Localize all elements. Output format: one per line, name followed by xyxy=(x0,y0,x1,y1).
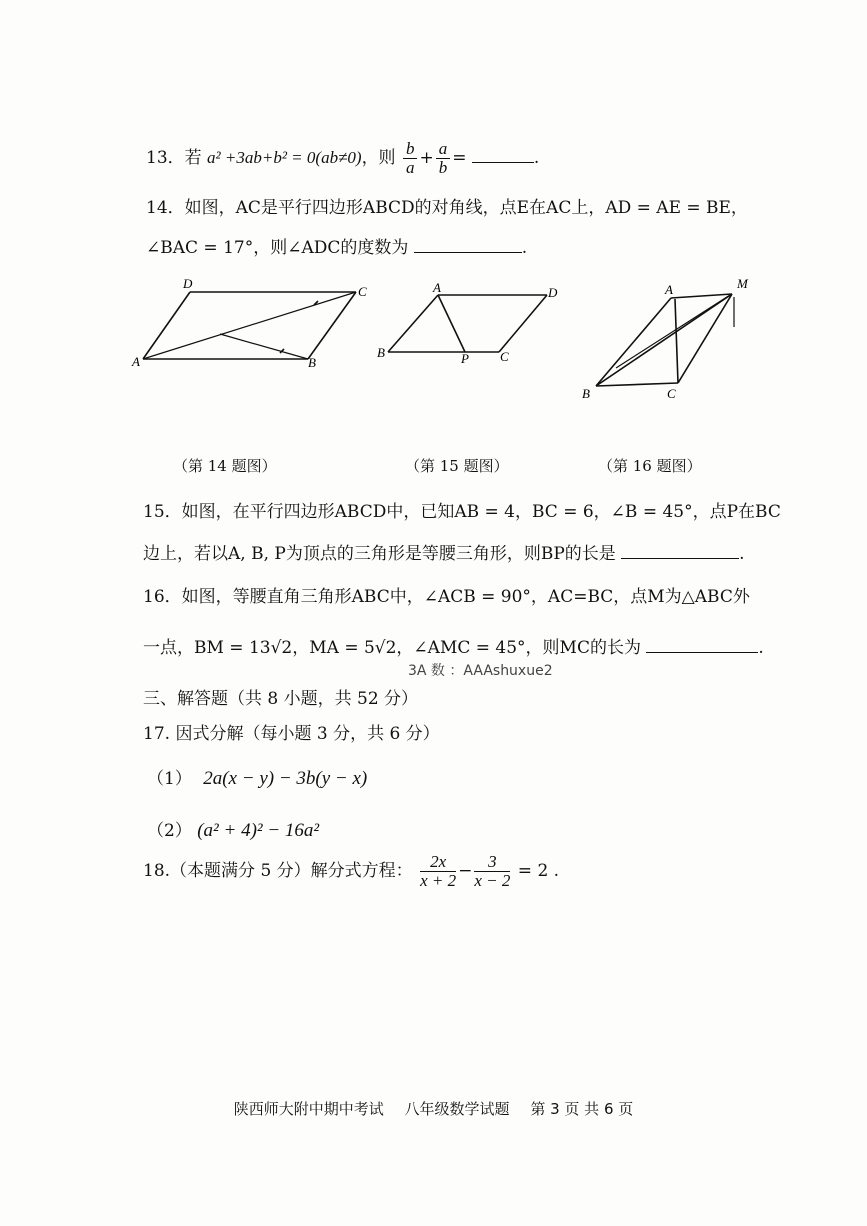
q13-fraction-b-over-a: $\frac{b}{a}$ xyxy=(403,140,418,177)
q13-answer-blank xyxy=(472,148,534,163)
fig14-caption: （第 14 题图） xyxy=(173,457,277,475)
watermark-text: 3A 数 ：AAAshuxue2 xyxy=(408,663,553,679)
fig16-label-a: A xyxy=(665,282,673,297)
fig15-label-a: A xyxy=(433,280,441,295)
fig14-label-d: D xyxy=(183,276,193,291)
q14-end: . xyxy=(521,238,528,258)
section-3-heading: 三、解答题（共 8 小题，共 52 分） xyxy=(143,689,419,709)
fig16-label-c: C xyxy=(667,386,676,401)
q16-end: . xyxy=(758,638,764,658)
q14-line-1: 14．如图，AC是平行四边形ABCD的对角线，点E在AC上，AD = AE = BE， xyxy=(146,198,748,218)
q13-condition: a² +3ab+b² = 0(ab≠0) xyxy=(207,148,362,167)
q13-plus: + xyxy=(419,148,434,168)
fig15-caption: （第 15 题图） xyxy=(405,457,509,475)
q13-fraction-a-over-b: $\frac{a}{b}$ xyxy=(436,140,451,177)
q15-line-2-text: 边上，若以A, B, P为顶点的三角形是等腰三角形，则BP的长是 xyxy=(143,544,616,564)
question-13 xyxy=(146,140,539,177)
q17-part-1-number: （1） xyxy=(147,769,192,789)
q15-answer-blank xyxy=(621,544,739,559)
footer-page-number: 第 3 页 共 6 页 xyxy=(530,1100,634,1118)
fig15-label-d: D xyxy=(548,285,558,300)
q16-answer-blank xyxy=(646,638,758,653)
q13-prefix: 若 xyxy=(184,148,202,168)
fig14-label-b: B xyxy=(308,355,316,370)
q18-fraction-2: $\frac{3}{x - 2}$ xyxy=(474,852,511,890)
q18-minus: − xyxy=(458,861,473,881)
q17-part-1-expression: 2a(x − y) − 3b(y − x) xyxy=(203,768,368,789)
fig15-label-p: P xyxy=(461,351,469,366)
fig16-caption: （第 16 题图） xyxy=(598,457,702,475)
figure-16 xyxy=(578,275,753,410)
q16-line-2-text: 一点，BM = 13√2，MA = 5√2，∠AMC = 45°，则MC的长为 xyxy=(143,638,641,658)
q18-rhs: = 2 . xyxy=(517,861,560,881)
q13-end: . xyxy=(533,148,540,168)
fig16-label-b: B xyxy=(582,386,590,401)
q18-prefix: 18.（本题满分 5 分）解分式方程： xyxy=(143,861,413,881)
q14-line-2 xyxy=(146,233,527,258)
fig14-label-a: A xyxy=(132,354,140,369)
q17-part-2 xyxy=(147,816,319,842)
q14-line-2-text: ∠BAC = 17°，则∠ADC的度数为 xyxy=(146,238,409,258)
q15-line-2 xyxy=(143,539,745,564)
q16-line-2 xyxy=(143,633,764,658)
figure-14 xyxy=(128,275,378,380)
footer-school: 陕西师大附中期中考试 xyxy=(233,1100,384,1118)
q14-answer-blank xyxy=(414,238,522,253)
footer-subject: 八年级数学试题 xyxy=(404,1100,510,1118)
q13-equals: = xyxy=(452,148,467,168)
q13-then: ，则 xyxy=(361,148,396,168)
q17-part-2-expression: (a² + 4)² − 16a² xyxy=(197,820,320,841)
q17-part-1 xyxy=(147,764,367,790)
q16-line-1: 16．如图，等腰直角三角形ABC中，∠ACB = 90°，AC=BC，点M为△ABC外 xyxy=(143,587,750,607)
figure-15 xyxy=(372,280,572,375)
q15-line-1: 15．如图，在平行四边形ABCD中，已知AB = 4，BC = 6，∠B = 45°，点P在BC xyxy=(143,502,781,522)
fig15-label-b: B xyxy=(377,345,385,360)
q17-part-2-number: （2） xyxy=(147,821,192,841)
q13-number: 13． xyxy=(146,148,185,168)
page-footer xyxy=(0,1098,867,1119)
question-18 xyxy=(143,853,559,890)
fig14-label-c: C xyxy=(358,284,367,299)
q18-fraction-1: $\frac{2x}{x + 2}$ xyxy=(420,852,457,890)
q17-title: 17. 因式分解（每小题 3 分，共 6 分） xyxy=(143,724,440,744)
fig16-label-m: M xyxy=(737,276,748,291)
fig15-label-c: C xyxy=(500,349,509,364)
q15-end: . xyxy=(739,544,745,564)
